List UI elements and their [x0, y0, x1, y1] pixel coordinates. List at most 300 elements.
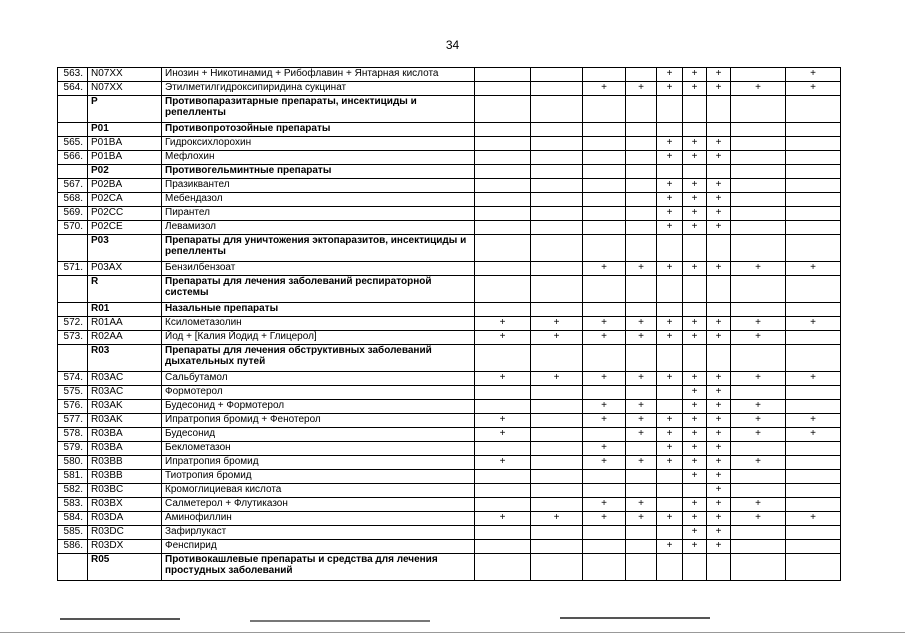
availability-mark: [475, 207, 531, 221]
row-number: 569.: [58, 207, 88, 221]
availability-mark: [731, 179, 786, 193]
availability-mark: [786, 303, 841, 317]
availability-mark: +: [707, 331, 731, 345]
availability-mark: [683, 554, 707, 581]
availability-mark: [583, 179, 626, 193]
drug-name: Препараты для лечения обструктивных заболеваний дыхательных путей: [162, 345, 475, 372]
atc-code: R01AA: [88, 317, 162, 331]
availability-mark: [531, 386, 583, 400]
availability-mark: +: [657, 179, 683, 193]
availability-mark: [626, 207, 657, 221]
availability-mark: +: [707, 428, 731, 442]
atc-code: P03: [88, 235, 162, 262]
availability-mark: +: [707, 386, 731, 400]
availability-mark: [731, 442, 786, 456]
availability-mark: [626, 484, 657, 498]
availability-mark: [707, 96, 731, 123]
availability-mark: +: [683, 193, 707, 207]
availability-mark: +: [626, 498, 657, 512]
availability-mark: [475, 498, 531, 512]
availability-mark: [583, 386, 626, 400]
availability-mark: [731, 96, 786, 123]
availability-mark: [786, 96, 841, 123]
availability-mark: [786, 151, 841, 165]
row-number: 580.: [58, 456, 88, 470]
availability-mark: [786, 470, 841, 484]
drug-name: Кромоглициевая кислота: [162, 484, 475, 498]
availability-mark: [707, 303, 731, 317]
availability-mark: +: [683, 456, 707, 470]
availability-mark: [531, 345, 583, 372]
table-row: [58, 554, 841, 581]
table-row: [58, 123, 841, 137]
availability-mark: [786, 331, 841, 345]
atc-code: R03BA: [88, 428, 162, 442]
availability-mark: +: [657, 540, 683, 554]
drug-name: Салметерол + Флутиказон: [162, 498, 475, 512]
drug-name: Назальные препараты: [162, 303, 475, 317]
availability-mark: +: [626, 372, 657, 386]
availability-mark: +: [707, 179, 731, 193]
availability-mark: [683, 96, 707, 123]
availability-mark: [475, 221, 531, 235]
availability-mark: +: [657, 82, 683, 96]
atc-code: R01: [88, 303, 162, 317]
availability-mark: +: [626, 400, 657, 414]
availability-mark: [626, 137, 657, 151]
availability-mark: +: [683, 498, 707, 512]
availability-mark: +: [683, 526, 707, 540]
row-number: 571.: [58, 262, 88, 276]
availability-mark: [626, 68, 657, 82]
availability-mark: [475, 470, 531, 484]
availability-mark: +: [657, 442, 683, 456]
availability-mark: +: [583, 331, 626, 345]
row-number: 584.: [58, 512, 88, 526]
drug-name: Ипратропия бромид + Фенотерол: [162, 414, 475, 428]
table-row: [58, 400, 841, 414]
availability-mark: [475, 82, 531, 96]
availability-mark: +: [707, 193, 731, 207]
availability-mark: +: [531, 317, 583, 331]
availability-mark: [583, 526, 626, 540]
row-number: 575.: [58, 386, 88, 400]
availability-mark: [683, 345, 707, 372]
availability-mark: [531, 207, 583, 221]
atc-code: P03AX: [88, 262, 162, 276]
availability-mark: [531, 82, 583, 96]
row-number: [58, 303, 88, 317]
availability-mark: +: [583, 442, 626, 456]
availability-mark: [531, 179, 583, 193]
table-row: [58, 456, 841, 470]
availability-mark: [626, 386, 657, 400]
atc-code: R: [88, 276, 162, 303]
availability-mark: [657, 165, 683, 179]
availability-mark: [657, 470, 683, 484]
availability-mark: [531, 276, 583, 303]
availability-mark: +: [683, 540, 707, 554]
drug-name: Зафирлукаст: [162, 526, 475, 540]
availability-mark: +: [707, 498, 731, 512]
drug-name: Фенспирид: [162, 540, 475, 554]
availability-mark: [731, 68, 786, 82]
availability-mark: [583, 276, 626, 303]
availability-mark: [786, 276, 841, 303]
availability-mark: [657, 123, 683, 137]
availability-mark: +: [657, 331, 683, 345]
table-row: [58, 179, 841, 193]
table-row: [58, 165, 841, 179]
availability-mark: +: [583, 262, 626, 276]
availability-mark: +: [626, 456, 657, 470]
availability-mark: +: [657, 221, 683, 235]
availability-mark: [707, 276, 731, 303]
availability-mark: +: [531, 512, 583, 526]
availability-mark: [531, 96, 583, 123]
availability-mark: [626, 193, 657, 207]
row-number: 566.: [58, 151, 88, 165]
availability-mark: +: [475, 512, 531, 526]
availability-mark: [657, 276, 683, 303]
atc-code: R03DC: [88, 526, 162, 540]
row-number: [58, 96, 88, 123]
availability-mark: [475, 442, 531, 456]
availability-mark: [475, 151, 531, 165]
atc-code: R03BB: [88, 470, 162, 484]
atc-code: N07XX: [88, 68, 162, 82]
availability-mark: +: [657, 456, 683, 470]
availability-mark: +: [683, 68, 707, 82]
atc-code: P02CE: [88, 221, 162, 235]
availability-mark: [475, 137, 531, 151]
availability-mark: +: [626, 512, 657, 526]
drug-name: Левамизол: [162, 221, 475, 235]
row-number: 582.: [58, 484, 88, 498]
availability-mark: [707, 123, 731, 137]
availability-mark: [475, 276, 531, 303]
drug-name: Противокашлевые препараты и средства для лечения простудных заболеваний: [162, 554, 475, 581]
availability-mark: [531, 526, 583, 540]
availability-mark: [731, 193, 786, 207]
scan-artifact: [0, 632, 905, 633]
availability-mark: [731, 470, 786, 484]
availability-mark: +: [657, 68, 683, 82]
atc-code: N07XX: [88, 82, 162, 96]
availability-mark: [786, 123, 841, 137]
table-row: [58, 345, 841, 372]
availability-mark: +: [707, 414, 731, 428]
table-row: [58, 484, 841, 498]
availability-mark: [475, 165, 531, 179]
availability-mark: +: [531, 372, 583, 386]
availability-mark: [475, 235, 531, 262]
availability-mark: [731, 345, 786, 372]
table-row: [58, 221, 841, 235]
table-row: [58, 498, 841, 512]
availability-mark: +: [707, 68, 731, 82]
availability-mark: [786, 456, 841, 470]
availability-mark: [531, 400, 583, 414]
table-row: [58, 68, 841, 82]
drug-name: Мефлохин: [162, 151, 475, 165]
availability-mark: [657, 484, 683, 498]
availability-mark: [707, 554, 731, 581]
atc-code: P01: [88, 123, 162, 137]
drug-name: Гидроксихлорохин: [162, 137, 475, 151]
row-number: 565.: [58, 137, 88, 151]
atc-code: R03BB: [88, 456, 162, 470]
availability-mark: [731, 276, 786, 303]
availability-mark: [731, 386, 786, 400]
availability-mark: +: [786, 512, 841, 526]
availability-mark: +: [683, 262, 707, 276]
table-row: [58, 151, 841, 165]
availability-mark: [731, 165, 786, 179]
availability-mark: [786, 235, 841, 262]
drug-name: Мебендазол: [162, 193, 475, 207]
availability-mark: +: [657, 428, 683, 442]
availability-mark: [626, 151, 657, 165]
drug-name: Тиотропия бромид: [162, 470, 475, 484]
table-row: [58, 386, 841, 400]
availability-mark: [626, 276, 657, 303]
availability-mark: [626, 470, 657, 484]
availability-mark: [583, 193, 626, 207]
drug-name: Йод + [Калия Йодид + Глицерол]: [162, 331, 475, 345]
availability-mark: +: [683, 386, 707, 400]
availability-mark: [683, 276, 707, 303]
row-number: 573.: [58, 331, 88, 345]
row-number: 581.: [58, 470, 88, 484]
availability-mark: +: [626, 317, 657, 331]
availability-mark: [531, 235, 583, 262]
row-number: [58, 276, 88, 303]
availability-mark: +: [731, 400, 786, 414]
availability-mark: [626, 526, 657, 540]
row-number: [58, 165, 88, 179]
availability-mark: [531, 68, 583, 82]
availability-mark: +: [707, 82, 731, 96]
row-number: 574.: [58, 372, 88, 386]
row-number: 572.: [58, 317, 88, 331]
availability-mark: +: [707, 221, 731, 235]
availability-mark: [531, 442, 583, 456]
atc-code: R03AK: [88, 400, 162, 414]
availability-mark: [531, 414, 583, 428]
drug-name: Бензилбензоат: [162, 262, 475, 276]
availability-mark: [731, 526, 786, 540]
availability-mark: +: [583, 317, 626, 331]
availability-mark: +: [475, 331, 531, 345]
availability-mark: [626, 345, 657, 372]
availability-mark: [786, 484, 841, 498]
scan-artifact: [60, 618, 180, 620]
availability-mark: +: [707, 372, 731, 386]
availability-mark: +: [707, 526, 731, 540]
availability-mark: +: [683, 137, 707, 151]
row-number: [58, 554, 88, 581]
availability-mark: [475, 193, 531, 207]
row-number: 585.: [58, 526, 88, 540]
availability-mark: +: [707, 317, 731, 331]
availability-mark: [731, 221, 786, 235]
availability-mark: +: [683, 400, 707, 414]
drug-name: Противопротозойные препараты: [162, 123, 475, 137]
availability-mark: [786, 207, 841, 221]
availability-mark: +: [786, 428, 841, 442]
availability-mark: [626, 303, 657, 317]
availability-mark: [475, 179, 531, 193]
availability-mark: [531, 165, 583, 179]
availability-mark: [786, 345, 841, 372]
availability-mark: [531, 193, 583, 207]
table-row: [58, 512, 841, 526]
availability-mark: [583, 207, 626, 221]
availability-mark: +: [657, 262, 683, 276]
availability-mark: [683, 235, 707, 262]
availability-mark: +: [626, 262, 657, 276]
availability-mark: +: [731, 262, 786, 276]
availability-mark: +: [683, 442, 707, 456]
row-number: [58, 345, 88, 372]
availability-mark: [626, 540, 657, 554]
availability-mark: [475, 526, 531, 540]
availability-mark: [683, 165, 707, 179]
availability-mark: +: [683, 470, 707, 484]
availability-mark: +: [786, 372, 841, 386]
drug-name: Будесонид + Формотерол: [162, 400, 475, 414]
availability-mark: [786, 165, 841, 179]
availability-mark: +: [731, 82, 786, 96]
availability-mark: [475, 303, 531, 317]
availability-mark: [731, 484, 786, 498]
row-number: [58, 123, 88, 137]
availability-mark: +: [475, 317, 531, 331]
availability-mark: +: [657, 317, 683, 331]
table-row: [58, 137, 841, 151]
availability-mark: +: [707, 262, 731, 276]
availability-mark: +: [786, 68, 841, 82]
availability-mark: [583, 345, 626, 372]
atc-code: P02: [88, 165, 162, 179]
atc-code: R03DX: [88, 540, 162, 554]
availability-mark: +: [731, 428, 786, 442]
drug-list-table: [57, 67, 841, 581]
availability-mark: [786, 137, 841, 151]
availability-mark: +: [583, 512, 626, 526]
availability-mark: +: [731, 414, 786, 428]
availability-mark: +: [683, 428, 707, 442]
availability-mark: [626, 554, 657, 581]
availability-mark: +: [731, 372, 786, 386]
atc-code: R03AC: [88, 386, 162, 400]
availability-mark: [531, 303, 583, 317]
availability-mark: [626, 221, 657, 235]
availability-mark: [583, 554, 626, 581]
atc-code: P02CC: [88, 207, 162, 221]
availability-mark: [583, 540, 626, 554]
availability-mark: [731, 554, 786, 581]
drug-name: Препараты для лечения заболеваний респираторной системы: [162, 276, 475, 303]
table-row: [58, 207, 841, 221]
drug-name: Этилметилгидроксипиридина сукцинат: [162, 82, 475, 96]
availability-mark: [475, 554, 531, 581]
availability-mark: [786, 386, 841, 400]
availability-mark: [583, 165, 626, 179]
availability-mark: [683, 484, 707, 498]
availability-mark: +: [583, 456, 626, 470]
availability-mark: +: [657, 137, 683, 151]
availability-mark: [583, 303, 626, 317]
row-number: 567.: [58, 179, 88, 193]
availability-mark: [657, 345, 683, 372]
availability-mark: +: [731, 331, 786, 345]
row-number: 564.: [58, 82, 88, 96]
table-row: [58, 235, 841, 262]
table-row: [58, 526, 841, 540]
atc-code: P: [88, 96, 162, 123]
availability-mark: +: [731, 456, 786, 470]
availability-mark: [657, 498, 683, 512]
availability-mark: +: [707, 400, 731, 414]
row-number: 576.: [58, 400, 88, 414]
table-row: [58, 193, 841, 207]
atc-code: R03DA: [88, 512, 162, 526]
page-number: 34: [445, 38, 460, 52]
availability-mark: +: [657, 207, 683, 221]
availability-mark: [531, 137, 583, 151]
availability-mark: +: [475, 428, 531, 442]
availability-mark: [583, 151, 626, 165]
drug-name: Празиквантел: [162, 179, 475, 193]
availability-mark: [786, 442, 841, 456]
availability-mark: [731, 137, 786, 151]
atc-code: R03BC: [88, 484, 162, 498]
availability-mark: +: [657, 193, 683, 207]
drug-name: Беклометазон: [162, 442, 475, 456]
availability-mark: [626, 165, 657, 179]
availability-mark: [731, 235, 786, 262]
atc-code: P02BA: [88, 179, 162, 193]
atc-code: P01BA: [88, 137, 162, 151]
availability-mark: +: [707, 207, 731, 221]
atc-code: R03AC: [88, 372, 162, 386]
table-row: [58, 414, 841, 428]
table-row: [58, 262, 841, 276]
availability-mark: +: [786, 317, 841, 331]
availability-mark: [657, 96, 683, 123]
availability-mark: [583, 484, 626, 498]
table-row: [58, 470, 841, 484]
availability-mark: +: [707, 512, 731, 526]
availability-mark: +: [683, 151, 707, 165]
table-row: [58, 331, 841, 345]
availability-mark: +: [475, 372, 531, 386]
drug-name: Препараты для уничтожения эктопаразитов, инсектициды и репелленты: [162, 235, 475, 262]
availability-mark: +: [707, 470, 731, 484]
availability-mark: +: [657, 372, 683, 386]
availability-mark: [531, 221, 583, 235]
row-number: 563.: [58, 68, 88, 82]
table-row: [58, 442, 841, 456]
availability-mark: [731, 207, 786, 221]
row-number: [58, 235, 88, 262]
availability-mark: [531, 151, 583, 165]
table-row: [58, 276, 841, 303]
availability-mark: +: [786, 82, 841, 96]
availability-mark: [786, 193, 841, 207]
